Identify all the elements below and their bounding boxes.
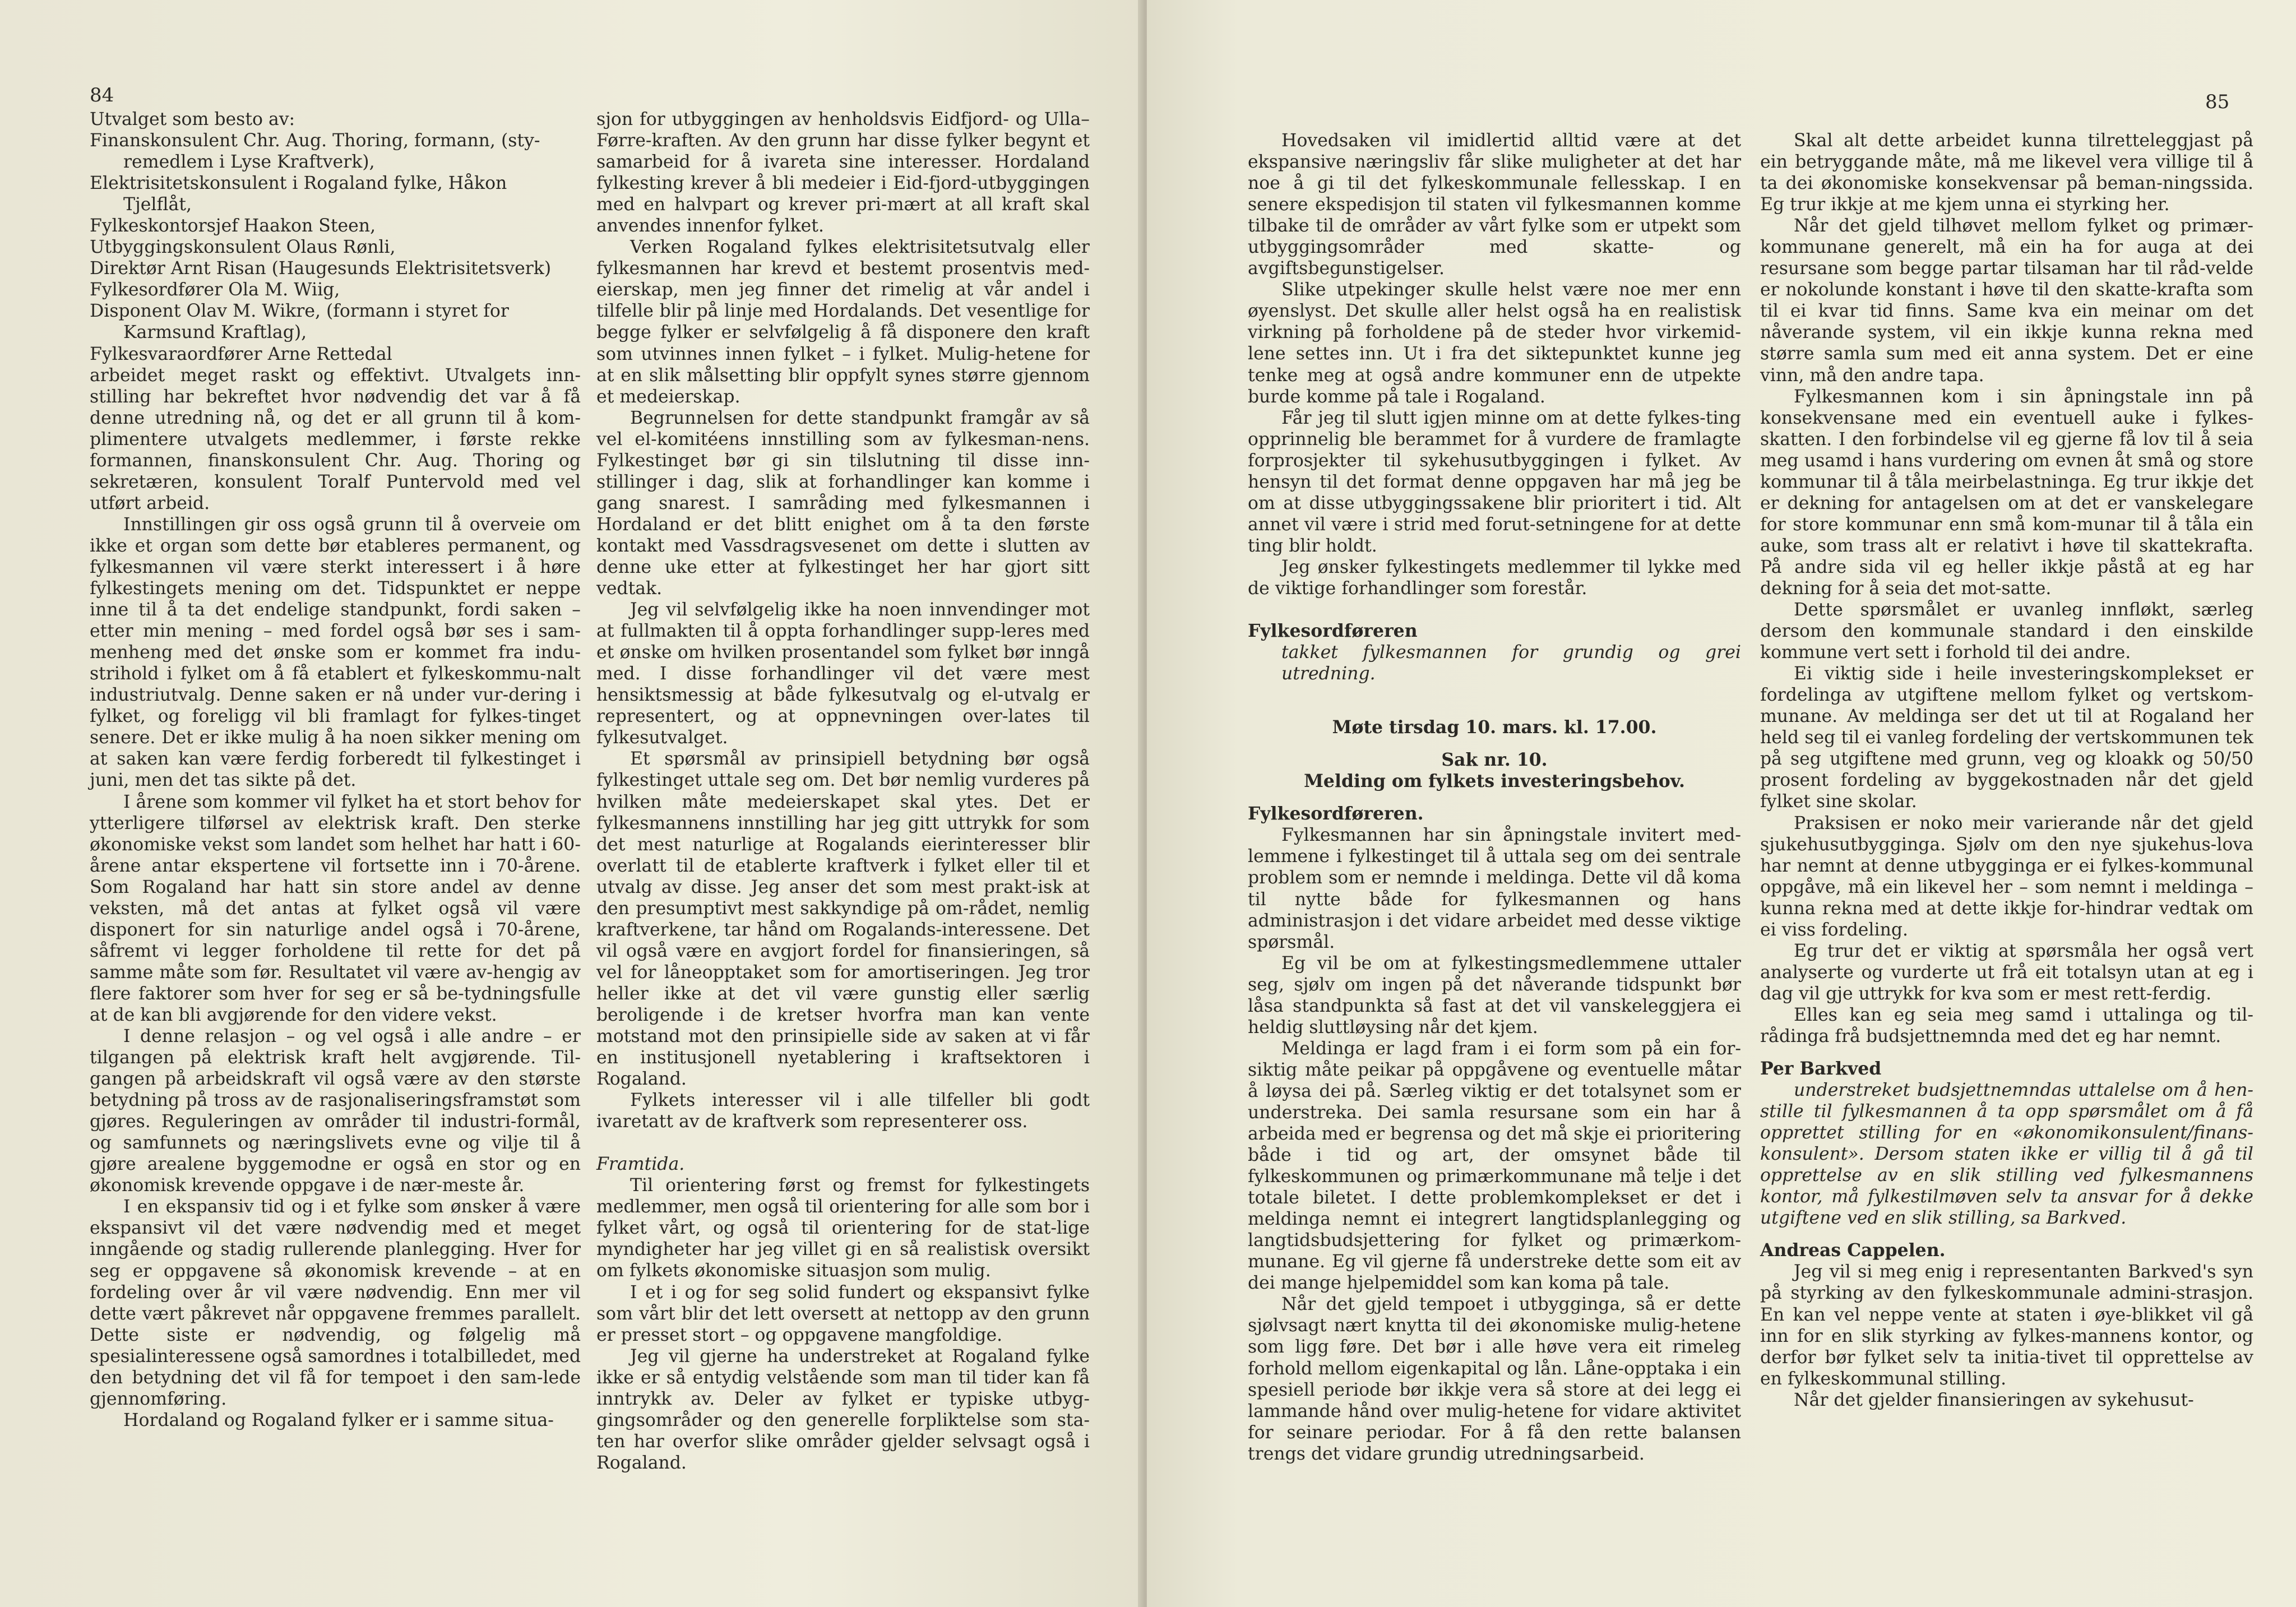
paragraph: Disponent Olav M. Wikre, (formann i styret for [90, 301, 509, 322]
paragraph: Tjelflåt, [123, 194, 192, 215]
paragraph: Direktør Arnt Risan (Haugesunds Elektrisitetsverk) [90, 258, 552, 279]
paragraph: Når det gjelder finansieringen av sykehusut- [1794, 1390, 2194, 1410]
paragraph: I et i og for seg solid fundert og ekspansivt fylke som vårt blir det lett oversett at nettopp av den grunn er presset stort – og oppgavene mangfoldige. [596, 1282, 1090, 1345]
paragraph: remedlem i Lyse Kraftverk), [123, 152, 375, 173]
paragraph: Praksisen er noko meir varierande når det gjeld sjukehusutbygginga. Sjølv om den nye sjukehus-lova har nemnt at denne utbygginga er ei fylkes-kommunal oppgåve, må ein likevel her – som nemnt i meldinga – kunna rekna med at dette ikkje for-hindrar vedtak om ei viss fordeling. [1760, 813, 2253, 940]
page-number-left: 84 [90, 84, 114, 106]
paragraph: Fylkesvaraordfører Arne Rettedal [90, 344, 392, 364]
paragraph: Innstillingen gir oss også grunn til å overveie om ikke et organ som dette bør etableres permanent, og fylkesmannen vil være sterkt interessert i å høre fylkestingets mening om det. Tidspunktet er neppe inne til å ta det endelige standpunkt, fordi saken – etter min mening – med fordel også bør ses i sam-menheng med det ønske som er kommet fra indu-strihold i fylket om å få etablert et fylkeskommu-nalt industriutvalg. Denne saken er nå under vur-dering i fylket, og foreligg vil bli framlagt for fylkes-tinget senere. Det er ikke mulig å ha noen sikker mening om at saken kan være ferdig forberedt til fylkestinget i juni, men det tas sikte på det. [90, 514, 581, 791]
paragraph: Fylkesordfører Ola M. Wiig, [90, 280, 340, 300]
page-number-right: 85 [2205, 91, 2230, 113]
meeting-heading: Møte tirsdag 10. mars. kl. 17.00. [1332, 717, 1657, 738]
paragraph: Finanskonsulent Chr. Aug. Thoring, formann, (sty- [90, 131, 540, 151]
speaker-name: Per Barkved [1760, 1058, 1882, 1080]
paragraph: Verken Rogaland fylkes elektrisitetsutvalg eller fylkesmannen har krevd et bestemt prosentvis med-eierskap, men jeg finner det rimelig at vår andel i tilfelle blir på linje med Hordalands. Det vesentlige for begge fylker er selvfølgelig å få disponere den kraft som utvinnes innen fylket – i fylket. Mulig-hetene for at en slik målsetting blir oppfylt synes større gjennom et medeierskap. [596, 237, 1090, 407]
paragraph: Jeg vil si meg enig i representanten Barkved's syn på styrking av den fylkeskommunale admini-strasjon. En kan vel neppe vente at staten i øye-blikket vil gå inn for en slik styrking av fylkes-mannens kontor, og derfor bør fylket selv ta initia-tivet til opprettelse av en fylkeskommunal stilling. [1760, 1262, 2253, 1389]
paragraph: I årene som kommer vil fylket ha et stort behov for ytterligere tilførsel av elektrisk kraft. Den sterke økonomiske vekst som landet som helhet har hatt i 60-årene antar ekspertene vil fortsette inn i 70-årene. Som Rogaland har hatt sin store andel av denne veksten, må det antas at fylket også vil være disponert for sin naturlige andel også i 70-årene, såfremt vi legger forholdene til rette for det på samme måte som før. Resultatet vil være av-hengig av flere faktorer som hver for seg er så be-tydningsfulle at de kan bli avgjørende for den videre vekst. [90, 791, 581, 1025]
paragraph: Til orientering først og fremst for fylkestingets medlemmer, men også til orientering for alle som bor i fylket vårt, og også til orientering for de stat-lige myndigheter har jeg villet gi en så realistisk oversikt om fylkets økonomiske situasjon som mulig. [596, 1175, 1090, 1281]
paragraph: Ei viktig side i heile investeringskomplekset er fordelinga av utgiftene mellom fylket og vertskom-munane. Av meldinga ser det ut til at Rogaland her held seg til ei vanleg fordeling der vertskommunen tek på seg utgiftene med grunn, veg og kloakk og 50/50 prosent fordeling av byggekostnaden når det gjeld fylket sine skolar. [1760, 664, 2253, 812]
paragraph: Begrunnelsen for dette standpunkt framgår av så vel el-komitéens innstilling som av fylkesman-nens. Fylkestinget bør gi sin tilslutning til disse inn-stillinger i dag, slik at forhandlinger kan komme i gang snarest. I samråding med fylkesmannen i Hordaland er det blitt enighet om å ta den første kontakt med Vassdragsvesenet om dette i slutten av denne uke etter at fylkestinget her har gjort sitt vedtak. [596, 407, 1090, 599]
paragraph: Utvalget som besto av: [90, 109, 295, 129]
paragraph: Eg trur det er viktig at spørsmåla her også vert analyserte og vurderte ut frå eit totalsyn utan at eg i dag vil gje uttrykk for kva som er mest rett-ferdig. [1760, 941, 2253, 1004]
paragraph: I en ekspansiv tid og i et fylke som ønsker å være ekspansivt vil det være nødvendig med et meget inngående og stadig rullerende planlegging. Hver for seg er oppgavene så økonomisk krevende – at en fordeling over år vil være nødvendig. Enn mer vil dette vært påkrevet når oppgavene fremmes parallelt. Dette siste er nødvendig, og følgelig må spesialinteressene også samordnes i totalbilledet, med den betydning det vil få for tempoet i den sam-lede gjennomføring. [90, 1197, 581, 1409]
case-number: Sak nr. 10. [1441, 749, 1548, 771]
paragraph: Hovedsaken vil imidlertid alltid være at det ekspansive næringsliv får slike muligheter at det har noe å gi til det fylkeskommunale fellesskap. I en senere ekspedisjon til staten vil fylkesmannen komme tilbake til de områder av vårt fylke som er utpekt som utbyggingsområder med skatte- og avgiftsbegunstigelser. [1248, 131, 1741, 279]
section-heading-framtida: Framtida. [596, 1154, 685, 1175]
paragraph: Meldinga er lagd fram i ei form som på ein for-siktig måte peikar på oppgåvene og eventuelle måtar å løysa dei på. Særleg viktig er det totalsynet som er understreka. Dei samla resursane som ein har å arbeida med er begrensa og det må skje ei prioritering både i tid og art, der omsynet både til fylkeskommunen og primærkommunane må telje i det totale biletet. I dette problemkomplekset er det i meldinga nemnt ei integrert langtidsplanlegging og langtidsbudsjettering for fylket og primærkom-munane. Eg vil gjerne få understreke dette som eit av dei mange hjelpemiddel som kan koma på tale. [1248, 1038, 1741, 1294]
speaker-name: Fylkesordføreren. [1248, 803, 1424, 825]
speaker-name: Fylkesordføreren [1248, 620, 1418, 642]
speaker-statement: understreket budsjettnemndas uttalelse om å hen-stille til fylkesmannen å ta opp spørsmålet om å få opprettet stilling for en «økonomikonsulent/finans-konsulent». Dersom staten ikke er villig til å gå til opprettelse av en slik stilling ved fylkesmannens kontor, må fylkestilmøven selv ta ansvar for å dekke utgiftene ved en slik stilling, sa Barkved. [1760, 1080, 2253, 1229]
left-column-2 [596, 109, 1090, 1474]
paragraph: Fylkeskontorsjef Haakon Steen, [90, 216, 376, 237]
paragraph: Jeg ønsker fylkestingets medlemmer til lykke med de viktige forhandlinger som forestår. [1248, 557, 1741, 599]
paragraph: Fylkets interesser vil i alle tilfeller bli godt ivaretatt av de kraftverk som representerer oss. [596, 1090, 1090, 1132]
paragraph: Elektrisitetskonsulent i Rogaland fylke, Håkon [90, 173, 507, 194]
speaker-statement: takket fylkesmannen for grundig og grei utredning. [1281, 642, 1741, 684]
paragraph: Dette spørsmålet er uvanleg innfløkt, særleg dersom den kommunale standard i den einskilde kommune vert sett i forhold til dei andre. [1760, 600, 2253, 663]
paragraph: I denne relasjon – og vel også i alle andre – er tilgangen på elektrisk kraft helt avgjørende. Til-gangen på arbeidskraft vil også være av den største betydning på tross av de rasjonaliseringsframstøt som gjøres. Reguleringen av områder til industri-formål, og samfunnets og næringslivets evne og vilje til å gjøre arealene byggemodne er også en stor og en økonomisk krevende oppgave i de nær-meste år. [90, 1026, 581, 1196]
paragraph: Karmsund Kraftlag), [123, 322, 307, 343]
paragraph: arbeidet meget raskt og effektivt. Utvalgets inn-stilling har bekreftet hvor nødvendig det var å få denne utredning nå, og det er all grunn til å kom-plimentere utvalgets medlemmer, i første rekke formannen, finanskonsulent Chr. Aug. Thoring og sekretæren, konsulent Toralf Puntervold med vel utført arbeid. [90, 365, 581, 513]
paragraph: Skal alt dette arbeidet kunna tilretteleggjast på ein betryggande måte, må me likevel vera villige til å ta dei økonomiske konsekvensar på beman-ningssida. Eg trur ikkje at me kjem unna ei styrking her. [1760, 131, 2253, 215]
paragraph: Fylkesmannen har sin åpningstale invitert med-lemmene i fylkestinget til å uttala seg om dei sentrale problem som er nemnde i meldinga. Dette vil då koma til nytte både for fylkesmannen og hans administrasjon i det vidare arbeidet med desse viktige spørsmål. [1248, 825, 1741, 952]
paragraph: Hordaland og Rogaland fylker er i samme situa- [123, 1410, 554, 1430]
paragraph: Elles kan eg seia meg samd i uttalinga og til-rådinga frå budsjettnemnda med det eg har nemnt. [1760, 1004, 2253, 1046]
right-page [1147, 0, 2296, 1607]
left-column-1 [90, 109, 581, 1431]
paragraph: Utbyggingskonsulent Olaus Rønli, [90, 237, 396, 258]
case-title: Melding om fylkets investeringsbehov. [1304, 771, 1685, 792]
left-page [0, 0, 1144, 1607]
paragraph: Eg vil be om at fylkestingsmedlemmene uttaler seg, sjølv om ingen på det nåverande tidspunkt bør låsa standpunkta så fast at det vil vanskeleggjera ei heldig sluttløysing når det kjem. [1248, 953, 1741, 1038]
paragraph: Jeg vil gjerne ha understreket at Rogaland fylke ikke er så entydig velstående som man til tider kan få inntrykk av. Deler av fylket er typiske utbyg-gingsområder og den generelle forpliktelse som sta-ten har overfor slike områder gjelder selvsagt også i Rogaland. [596, 1346, 1090, 1473]
paragraph: sjon for utbyggingen av henholdsvis Eidfjord- og Ulla–Førre-kraften. Av den grunn har disse fylker begynt et samarbeid for å ivareta sine interesser. Hordaland fylkesting krever å bli medeier i Eid-fjord-utbyggingen med en halvpart og krever pri-mært at all kraft skal anvendes innenfor fylket. [596, 109, 1090, 237]
right-column-2 [1760, 130, 2253, 1411]
paragraph: Fylkesmannen kom i sin åpningstale inn på konsekvensane med ein eventuell auke i fylkes-skatten. I den forbindelse vil eg gjerne få lov til å seia meg usamd i hans vurdering om evnen åt små og store kommunar til å tåla meirbelastninga. Eg trur ikkje det er dekning for antagelsen om at det er vanskelegare for store kommunar enn små kom-munar til å tåla ein auke, som trass alt er relativt i høve til skattekrafta. På andre sida vil eg heller ikkje påstå at eg har dekning for å seia det mot-satte. [1760, 386, 2253, 599]
speaker-name: Andreas Cappelen. [1760, 1240, 1946, 1261]
paragraph: Når det gjeld tilhøvet mellom fylket og primær-kommunane generelt, må ein ha for auga at dei resursane som begge partar tilsaman har til råd-velde er nokolunde konstant i høve til den skatte-krafta som til ei kvar tid finns. Same kva ein meinar om det nåverande system, vil ein ikkje kunna rekna med større samla sum med eit anna system. Det er eine vinn, må den andre tapa. [1760, 216, 2253, 386]
paragraph: Slike utpekinger skulle helst være noe mer enn øyenslyst. Det skulle aller helst også ha en realistisk virkning på forholdene på de steder hvor virkemid-lene settes inn. Ut i fra det siktepunktet kunne jeg tenke meg at også andre kommuner enn de utpekte burde komme på tale i Rogaland. [1248, 280, 1741, 407]
paragraph: Jeg vil selvfølgelig ikke ha noen innvendinger mot at fullmakten til å oppta forhandlinger supp-leres med et ønske om hvilken prosentandel som fylket bør inngå med. I disse forhandlinger vil det være mest hensiktsmessig at både fylkesutvalg og el-utvalg er representert, og at oppnevningen over-lates til fylkesutvalget. [596, 600, 1090, 748]
right-column-1 [1248, 130, 1741, 1465]
paragraph: Får jeg til slutt igjen minne om at dette fylkes-ting opprinnelig ble berammet for å vurdere de framlagte forprosjekter til sykehusutbyggingen i fylket. Av hensyn til det format denne oppgaven har må jeg be om at disse utbyggingssakene blir prioritert i tid. Alt annet vil være i strid med forut-setningene for at dette ting blir holdt. [1248, 407, 1741, 556]
paragraph: Et spørsmål av prinsipiell betydning bør også fylkestinget uttale seg om. Det bør nemlig vurderes på hvilken måte medeierskapet skal ytes. Det er fylkesmannens innstilling har jeg gitt uttrykk for som det mest naturlige at Rogalands eierinteresser blir overlatt til de etablerte kraftverk i fylket eller til et utvalg av disse. Jeg anser det som mest prakt-isk at den presumptivt mest sakkyndige på om-rådet, nemlig kraftverkene, tar hånd om Rogalands-interessene. Det vil også være en avgjort fordel for finansieringen, så vel for låneopptaket som for amortiseringen. Jeg tror heller ikke at det vil være gunstig eller særlig beroligende i de kretser hvorfra man kan vente motstand mot den prinsipielle side av saken at vi får en institusjonell nyetablering i kraftsektoren i Rogaland. [596, 749, 1090, 1090]
paragraph: Når det gjeld tempoet i utbygginga, så er dette sjølvsagt nært knytta til dei økonomiske mulig-hetene som ligg føre. Det bør i alle høve vera eit rimeleg forhold mellom eigenkapital og lån. Låne-opptaka i ein spesiell periode bør ikkje vera så store at dei legg ei lammande hånd over mulig-hetene for vidare aktivitet for seinare periodar. For å få den rette balansen trengs det vidare grundig utredningsarbeid. [1248, 1294, 1741, 1464]
